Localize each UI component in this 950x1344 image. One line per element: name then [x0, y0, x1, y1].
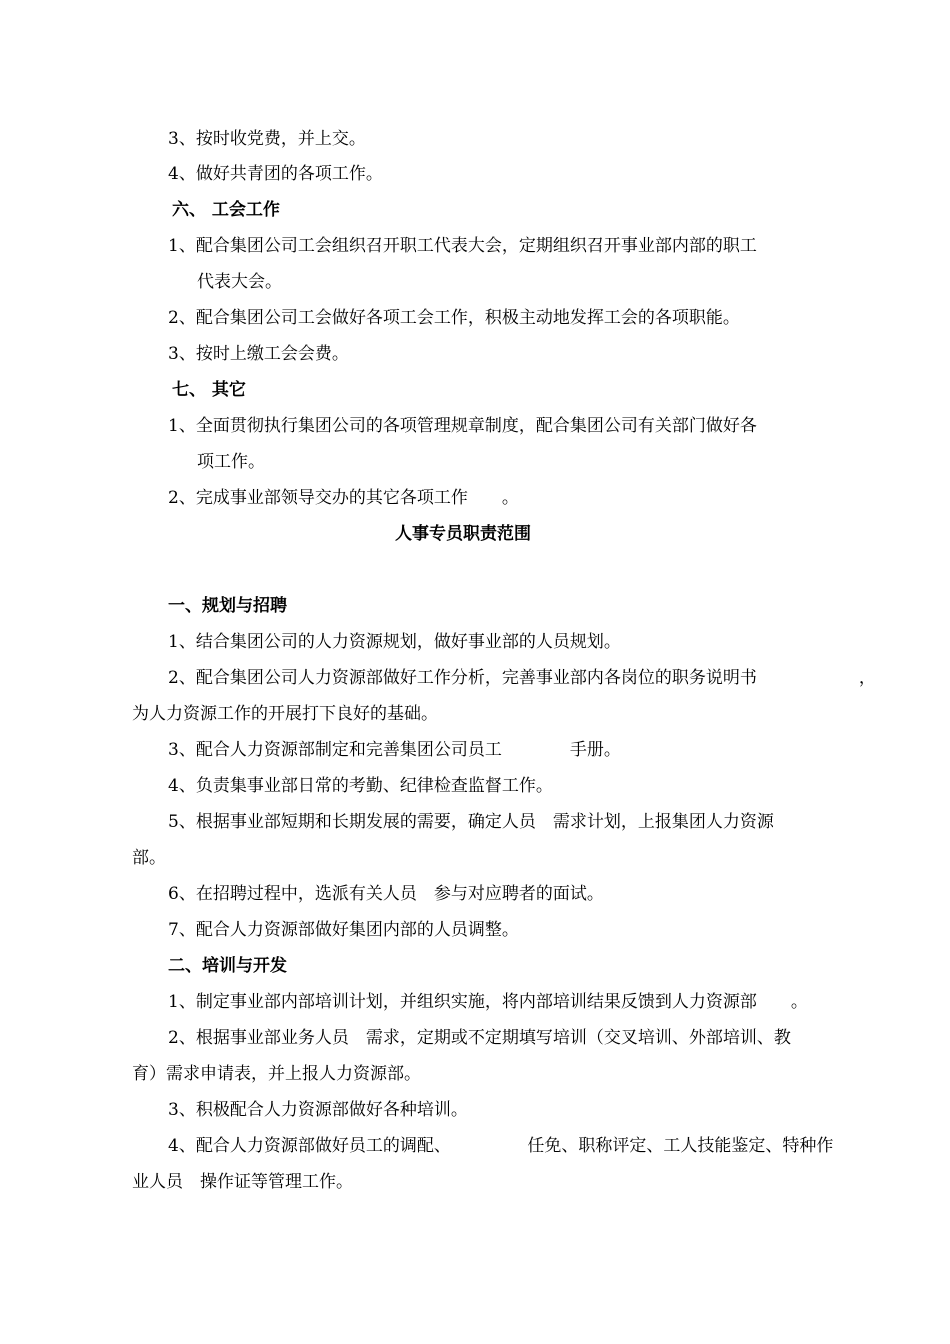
- training-item-1: 1、制定事业部内部培训计划，并组织实施，将内部培训结果反馈到人力资源部 。: [168, 992, 808, 1012]
- section-heading-training: 二、培训与开发: [168, 956, 287, 976]
- party-item-3: 3、按时收党费，并上交。: [168, 129, 366, 149]
- section-heading-planning: 一、规划与招聘: [168, 596, 287, 616]
- planning-item-1: 1、结合集团公司的人力资源规划，做好事业部的人员规划。: [168, 632, 621, 652]
- party-item-4: 4、做好共青团的各项工作。: [168, 164, 383, 184]
- union-item-2: 2、配合集团公司工会做好各项工会工作，积极主动地发挥工会的各项职能。: [168, 308, 740, 328]
- planning-item-5: 5、根据事业部短期和长期发展的需要，确定人员 需求计划，上报集团人力资源: [168, 812, 774, 832]
- training-item-3: 3、积极配合人力资源部做好各种培训。: [168, 1100, 468, 1120]
- training-item-4: 4、配合人力资源部做好员工的调配、 任免、职称评定、工人技能鉴定、特种作: [168, 1136, 834, 1156]
- other-item-1: 1、全面贯彻执行集团公司的各项管理规章制度，配合集团公司有关部门做好各: [168, 416, 757, 436]
- planning-item-6: 6、在招聘过程中，选派有关人员 参与对应聘者的面试。: [168, 884, 604, 904]
- section-heading-union: 六、 工会工作: [172, 200, 280, 220]
- training-item-4-cont: 业人员 操作证等管理工作。: [132, 1172, 353, 1192]
- training-item-2: 2、根据事业部业务人员 需求，定期或不定期填写培训（交叉培训、外部培训、教: [168, 1028, 791, 1048]
- planning-item-2: 2、配合集团公司人力资源部做好工作分析，完善事业部内各岗位的职务说明书 ，: [168, 668, 876, 688]
- union-item-1: 1、配合集团公司工会组织召开职工代表大会，定期组织召开事业部内部的职工: [168, 236, 757, 256]
- planning-item-2-cont: 为人力资源工作的开展打下良好的基础。: [132, 704, 438, 724]
- other-item-1-cont: 项工作。: [197, 452, 265, 472]
- page-title: 人事专员职责范围: [395, 524, 531, 544]
- union-item-1-cont: 代表大会。: [197, 272, 282, 292]
- union-item-3: 3、按时上缴工会会费。: [168, 344, 349, 364]
- planning-item-4: 4、负责集事业部日常的考勤、纪律检查监督工作。: [168, 776, 553, 796]
- planning-item-7: 7、配合人力资源部做好集团内部的人员调整。: [168, 920, 519, 940]
- other-item-2: 2、完成事业部领导交办的其它各项工作 。: [168, 488, 519, 508]
- training-item-2-cont: 育）需求申请表，并上报人力资源部。: [132, 1064, 421, 1084]
- section-heading-other: 七、 其它: [172, 380, 246, 400]
- planning-item-3: 3、配合人力资源部制定和完善集团公司员工 手册。: [168, 740, 621, 760]
- planning-item-5-cont: 部。: [132, 848, 166, 868]
